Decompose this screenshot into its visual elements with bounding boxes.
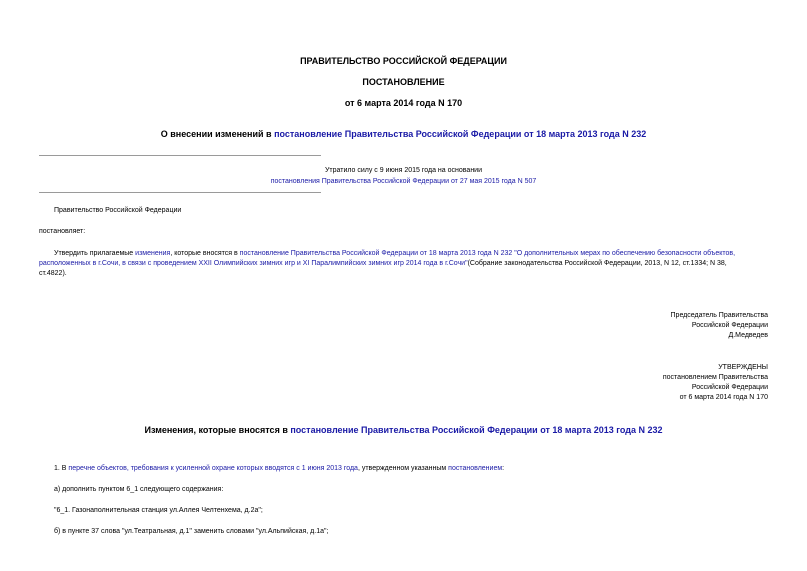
approved-label: УТВЕРЖДЕНЫ bbox=[718, 364, 768, 371]
approved-by: постановлением Правительства bbox=[662, 374, 768, 381]
document-title bbox=[0, 129, 807, 139]
resolution-ref-link[interactable]: постановлением bbox=[448, 465, 503, 472]
changes-link[interactable]: изменения bbox=[135, 250, 171, 257]
approved-date: от 6 марта 2014 года N 170 bbox=[679, 394, 768, 401]
expired-note: Утратило силу с 9 июня 2015 года на основании bbox=[324, 167, 483, 174]
item-a: а) дополнить пунктом 6_1 следующего содержания: bbox=[54, 486, 224, 493]
item-b: б) в пункте 37 слова "ул.Театральная, д.1" заменить словами "ул.Альпийская, д.1а"; bbox=[54, 528, 329, 535]
body-paragraph-3-line-1: Утвердить прилагаемые изменения, которые вносятся в постановление Правительства Российской Федерации от 18 марта 2013 года N 232 "О дополнительных мерах по обеспечению безопасности объектов, bbox=[54, 250, 736, 257]
title-link[interactable]: постановление Правительства Российской Федерации от 18 марта 2013 года N 232 bbox=[274, 129, 647, 139]
divider-top bbox=[39, 155, 321, 156]
expired-note-link[interactable]: постановления Правительства Российской Федерации от 27 мая 2015 года N 507 bbox=[270, 178, 537, 185]
body-paragraph-1: Правительство Российской Федерации bbox=[54, 207, 182, 214]
signature-name: Д.Медведев bbox=[728, 332, 768, 339]
changes-title: Изменения, которые вносятся в постановление Правительства Российской Федерации от 18 марта 2013 года N 232 bbox=[144, 425, 663, 435]
body-paragraph-3-line-3: ст.4822). bbox=[39, 270, 67, 277]
approved-country: Российской Федерации bbox=[691, 384, 768, 391]
objects-list-link[interactable]: перечне объектов, требования к усиленной охране которых вводятся с 1 июня 2013 года bbox=[68, 465, 358, 472]
document-date: от 6 марта 2014 года N 170 bbox=[344, 98, 463, 108]
signature-position: Председатель Правительства bbox=[670, 312, 768, 319]
item-1: 1. В перечне объектов, требования к усиленной охране которых вводятся с 1 июня 2013 года, утвержденном указанным постановлением: bbox=[54, 465, 505, 472]
item-a-content: "6_1. Газонаполнительная станция ул.Аллея Челтенхема, д.2а"; bbox=[54, 507, 263, 514]
divider-bottom bbox=[39, 192, 321, 193]
body-paragraph-2: постановляет: bbox=[39, 228, 86, 235]
body-paragraph-3-line-2: расположенных в г.Сочи, в связи с проведением XXII Олимпийских зимних игр и XI Паралимпийских зимних игр 2014 года в г.Сочи"(Собрание законодательства Российской Федерации, 2013, N 12, ст.1334; N 38, bbox=[39, 260, 727, 267]
title-prefix: О внесении изменений в bbox=[160, 129, 275, 139]
government-heading: ПРАВИТЕЛЬСТВО РОССИЙСКОЙ ФЕДЕРАЦИИ bbox=[300, 56, 507, 66]
document-type: ПОСТАНОВЛЕНИЕ bbox=[362, 77, 445, 87]
resolution-link-cont[interactable]: расположенных в г.Сочи, в связи с проведением XXII Олимпийских зимних игр и XI Паралимпийских зимних игр 2014 года в г.Сочи" bbox=[39, 260, 468, 267]
resolution-link[interactable]: постановление Правительства Российской Федерации от 18 марта 2013 года N 232 "О дополнительных мерах по обеспечению безопасности объектов, bbox=[239, 250, 736, 257]
changes-title-link[interactable]: постановление Правительства Российской Федерации от 18 марта 2013 года N 232 bbox=[290, 425, 663, 435]
signature-country: Российской Федерации bbox=[691, 322, 768, 329]
